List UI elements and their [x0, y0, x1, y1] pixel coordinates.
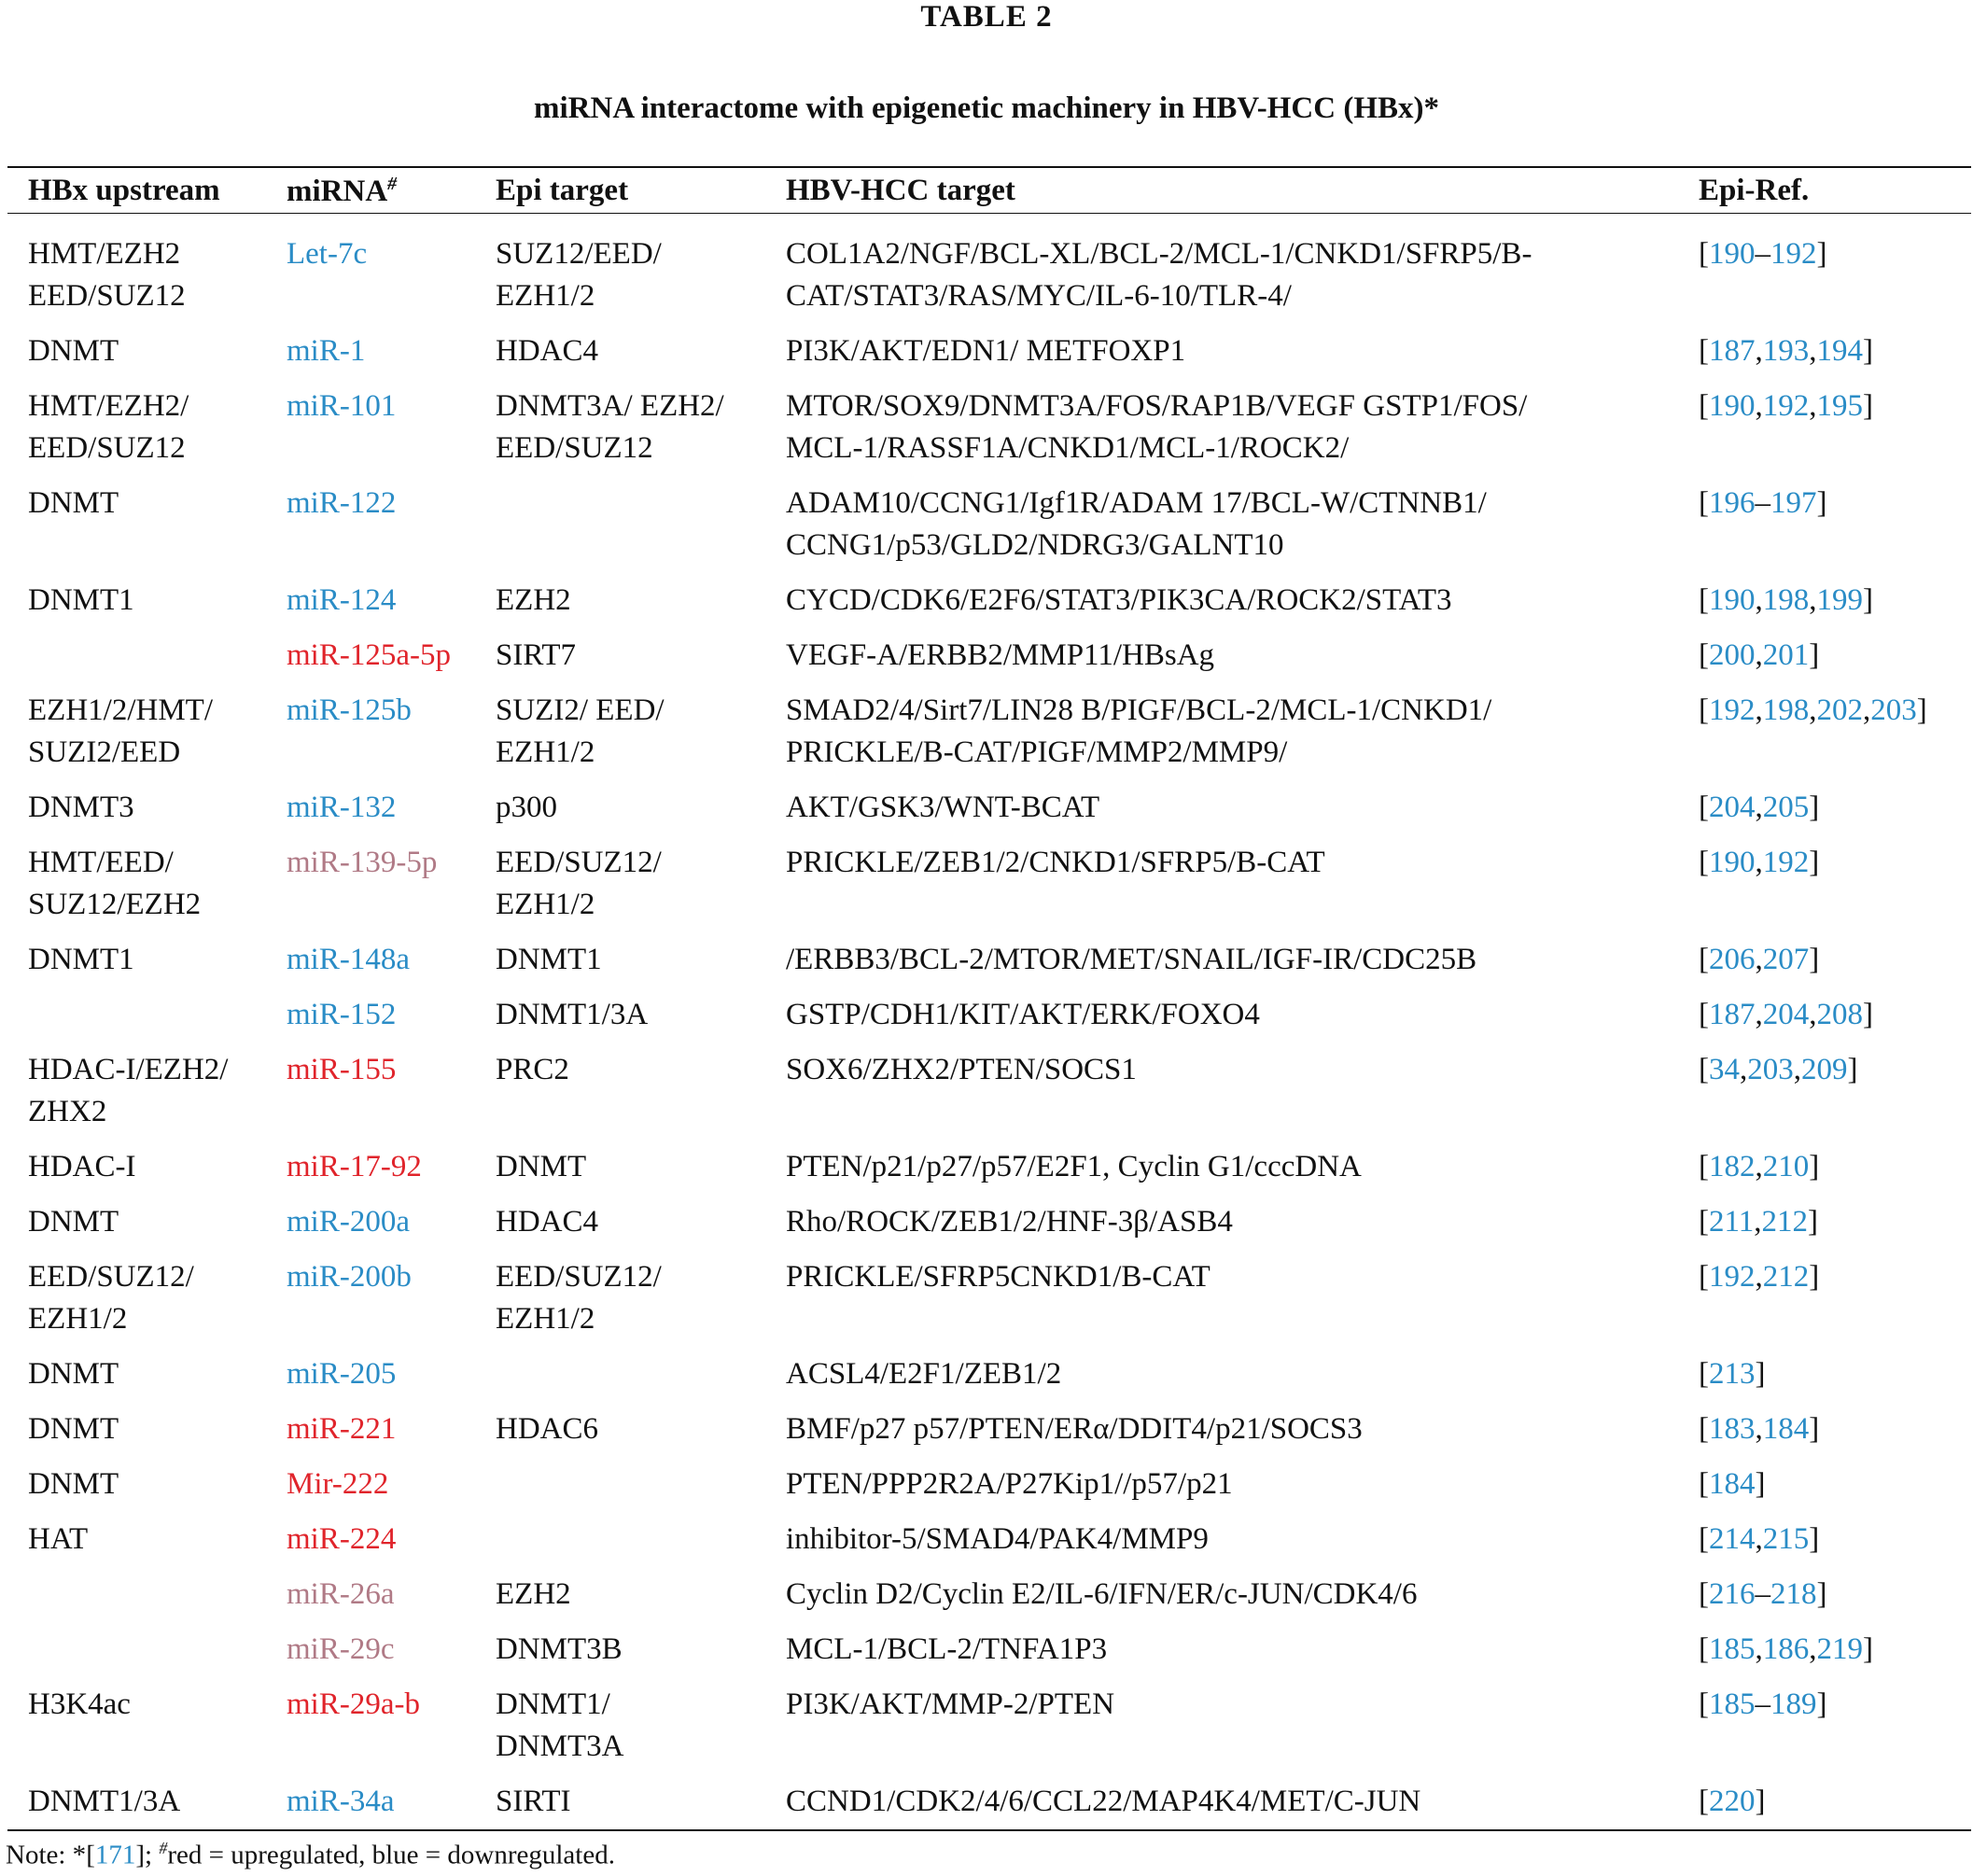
cell-hbx-upstream: DNMT1 — [28, 583, 134, 617]
ref-separator: , — [1755, 1260, 1763, 1294]
cell-epi-ref: [192,198,202,203] — [1699, 693, 1927, 727]
ref-link[interactable]: 195 — [1816, 389, 1863, 423]
cell-hbx-upstream: HAT — [28, 1522, 89, 1556]
cell-hbv-hcc-target: COL1A2/NGF/BCL-XL/BCL-2/MCL-1/CNKD1/SFRP5/B- CAT/STAT3/RAS/MYC/IL-6-10/TLR-4/ — [786, 237, 1532, 313]
cell-epi-target: HDAC6 — [496, 1412, 599, 1446]
cell-epi-ref: [196–197] — [1699, 486, 1827, 520]
cell-hbx-upstream: DNMT3 — [28, 791, 134, 824]
cell-epi-ref: [185,186,219] — [1699, 1632, 1873, 1666]
table-row — [0, 690, 1973, 787]
cell-mirna: miR-224 — [287, 1522, 397, 1556]
table-row — [0, 635, 1973, 690]
cell-hbv-hcc-target: PRICKLE/SFRP5CNKD1/B-CAT — [786, 1260, 1210, 1294]
cell-hbx-upstream: DNMT — [28, 1412, 119, 1446]
cell-hbv-hcc-target: VEGF-A/ERBB2/MMP11/HBsAg — [786, 638, 1215, 672]
cell-epi-target: PRC2 — [496, 1053, 569, 1086]
table-row — [0, 1408, 1973, 1463]
ref-link[interactable]: 183 — [1709, 1412, 1756, 1446]
ref-link[interactable]: 184 — [1709, 1467, 1756, 1501]
ref-link[interactable]: 212 — [1761, 1205, 1809, 1239]
table-row — [0, 1146, 1973, 1201]
cell-epi-ref: [190,198,199] — [1699, 583, 1873, 617]
table-row — [0, 994, 1973, 1049]
ref-link[interactable]: 190 — [1709, 583, 1756, 617]
cell-hbv-hcc-target: MCL-1/BCL-2/TNFA1P3 — [786, 1632, 1108, 1666]
cell-hbx-upstream: DNMT — [28, 1357, 119, 1391]
cell-epi-ref: [214,215] — [1699, 1522, 1820, 1556]
cell-epi-target: EED/SUZ12/ EZH1/2 — [496, 846, 662, 921]
cell-hbx-upstream: EED/SUZ12/ EZH1/2 — [28, 1260, 194, 1336]
cell-mirna: miR-29c — [287, 1632, 395, 1666]
ref-separator: , — [1755, 998, 1763, 1031]
cell-epi-target: DNMT1/3A — [496, 998, 649, 1031]
ref-separator: , — [1755, 693, 1763, 727]
cell-epi-ref: [187,204,208] — [1699, 998, 1873, 1031]
cell-hbv-hcc-target: PRICKLE/ZEB1/2/CNKD1/SFRP5/B-CAT — [786, 846, 1325, 879]
cell-epi-ref: [34,203,209] — [1699, 1053, 1858, 1086]
cell-mirna: miR-200b — [287, 1260, 412, 1294]
ref-link[interactable]: 185 — [1709, 1632, 1756, 1666]
cell-epi-target: DNMT3B — [496, 1632, 623, 1666]
ref-link[interactable]: 192 — [1770, 237, 1817, 271]
table-row — [0, 1353, 1973, 1408]
ref-link[interactable]: 218 — [1770, 1577, 1817, 1611]
cell-hbv-hcc-target: AKT/GSK3/WNT-BCAT — [786, 791, 1100, 824]
cell-mirna: miR-101 — [287, 389, 397, 423]
cell-hbv-hcc-target: SOX6/ZHX2/PTEN/SOCS1 — [786, 1053, 1137, 1086]
cell-mirna: miR-26a — [287, 1577, 395, 1611]
ref-link[interactable]: 208 — [1816, 998, 1863, 1031]
ref-separator: , — [1755, 1150, 1763, 1183]
ref-link[interactable]: 205 — [1762, 791, 1810, 824]
ref-link[interactable]: 209 — [1801, 1053, 1848, 1086]
cell-mirna: miR-205 — [287, 1357, 397, 1391]
ref-link[interactable]: 219 — [1816, 1632, 1863, 1666]
ref-link[interactable]: 192 — [1709, 693, 1756, 727]
table-row — [0, 1629, 1973, 1684]
ref-link[interactable]: 187 — [1709, 998, 1756, 1031]
ref-link[interactable]: 214 — [1709, 1522, 1756, 1556]
cell-epi-ref: [183,184] — [1699, 1412, 1820, 1446]
ref-separator: , — [1809, 334, 1817, 368]
ref-separator: – — [1755, 237, 1770, 271]
cell-epi-ref: [190,192] — [1699, 846, 1820, 879]
table-row — [0, 580, 1973, 635]
table-row — [0, 842, 1973, 939]
cell-epi-ref: [206,207] — [1699, 943, 1820, 976]
cell-epi-ref: [182,210] — [1699, 1150, 1820, 1183]
ref-separator: , — [1809, 693, 1817, 727]
header-hbv-hcc-target: HBV-HCC target — [786, 174, 1015, 207]
header-epi-ref: Epi-Ref. — [1699, 174, 1810, 207]
ref-separator: – — [1755, 1577, 1770, 1611]
cell-mirna: miR-221 — [287, 1412, 397, 1446]
note-ref-link[interactable]: 171 — [94, 1840, 136, 1870]
ref-separator: , — [1755, 1522, 1763, 1556]
table-row — [0, 330, 1973, 385]
cell-hbv-hcc-target: ADAM10/CCNG1/Igf1R/ADAM 17/BCL-W/CTNNB1/ CCNG1/p53/GLD2/NDRG3/GALNT10 — [786, 486, 1487, 562]
cell-mirna: Mir-222 — [287, 1467, 389, 1501]
cell-hbx-upstream: HMT/EZH2 EED/SUZ12 — [28, 237, 186, 313]
ref-separator: , — [1755, 334, 1763, 368]
cell-epi-ref: [185–189] — [1699, 1687, 1827, 1721]
table-row — [0, 1049, 1973, 1146]
table-row — [0, 1684, 1973, 1781]
ref-separator: – — [1755, 486, 1770, 520]
ref-link[interactable]: 220 — [1709, 1785, 1756, 1818]
ref-separator: – — [1755, 1687, 1770, 1721]
cell-epi-target: DNMT3A/ EZH2/ EED/SUZ12 — [496, 389, 724, 465]
cell-mirna: miR-124 — [287, 583, 397, 617]
cell-hbx-upstream: DNMT — [28, 1467, 119, 1501]
cell-hbx-upstream: DNMT — [28, 486, 119, 520]
cell-hbv-hcc-target: PTEN/p21/p27/p57/E2F1, Cyclin G1/cccDNA — [786, 1150, 1362, 1183]
cell-epi-target: p300 — [496, 791, 557, 824]
ref-link[interactable]: 216 — [1709, 1577, 1756, 1611]
note-mark: # — [159, 1839, 168, 1857]
table-body — [0, 233, 1973, 1836]
table-caption: miRNA interactome with epigenetic machinery in HBV-HCC (HBx)* — [534, 91, 1439, 125]
ref-link[interactable]: 212 — [1762, 1260, 1810, 1294]
cell-epi-target: SUZI2/ EED/ EZH1/2 — [496, 693, 665, 769]
table-note: Note: *[171]; #red = upregulated, blue = downregulated. — [6, 1839, 615, 1870]
table-header-rule — [7, 213, 1971, 214]
cell-hbv-hcc-target: CCND1/CDK2/4/6/CCL22/MAP4K4/MET/C-JUN — [786, 1785, 1421, 1818]
cell-epi-target: DNMT1 — [496, 943, 602, 976]
cell-epi-ref: [192,212] — [1699, 1260, 1820, 1294]
cell-mirna: miR-34a — [287, 1785, 395, 1818]
cell-hbv-hcc-target: BMF/p27 p57/PTEN/ERα/DDIT4/p21/SOCS3 — [786, 1412, 1363, 1446]
ref-link[interactable]: 202 — [1816, 693, 1863, 727]
cell-mirna: miR-125a-5p — [287, 638, 451, 672]
ref-separator: , — [1809, 389, 1817, 423]
table-row — [0, 1463, 1973, 1519]
cell-hbv-hcc-target: Rho/ROCK/ZEB1/2/HNF-3β/ASB4 — [786, 1205, 1233, 1239]
header-mirna-text: miRNA — [287, 175, 388, 208]
cell-mirna: miR-152 — [287, 998, 397, 1031]
cell-epi-target: SIRT7 — [496, 638, 577, 672]
header-mirna-mark: # — [387, 174, 398, 194]
table-label: TABLE 2 — [920, 0, 1053, 34]
note-text: red = upregulated, blue = downregulated. — [167, 1840, 615, 1870]
cell-mirna: miR-125b — [287, 693, 412, 727]
header-epi-target: Epi target — [496, 174, 629, 207]
cell-epi-ref: [190–192] — [1699, 237, 1827, 271]
cell-hbv-hcc-target: PTEN/PPP2R2A/P27Kip1//p57/p21 — [786, 1467, 1233, 1501]
cell-epi-target: SIRTI — [496, 1785, 571, 1818]
cell-epi-ref: [220] — [1699, 1785, 1766, 1818]
cell-hbx-upstream: HMT/EED/ SUZ12/EZH2 — [28, 846, 202, 921]
cell-hbv-hcc-target: PI3K/AKT/MMP-2/PTEN — [786, 1687, 1115, 1721]
table-row — [0, 483, 1973, 580]
cell-mirna: miR-139-5p — [287, 846, 438, 879]
cell-hbx-upstream: H3K4ac — [28, 1687, 131, 1721]
ref-separator: , — [1755, 1412, 1763, 1446]
ref-link[interactable]: 192 — [1762, 846, 1810, 879]
ref-separator: , — [1755, 846, 1763, 879]
cell-epi-ref: [200,201] — [1699, 638, 1820, 672]
ref-separator: , — [1793, 1053, 1801, 1086]
table-row — [0, 1256, 1973, 1353]
ref-link[interactable]: 182 — [1709, 1150, 1756, 1183]
cell-hbv-hcc-target: /ERBB3/BCL-2/MTOR/MET/SNAIL/IGF-IR/CDC25B — [786, 943, 1477, 976]
ref-link[interactable]: 198 — [1762, 693, 1810, 727]
cell-epi-ref: [184] — [1699, 1467, 1766, 1501]
ref-link[interactable]: 198 — [1762, 583, 1810, 617]
table-row — [0, 1519, 1973, 1574]
cell-mirna: miR-1 — [287, 334, 366, 368]
ref-link[interactable]: 197 — [1770, 486, 1817, 520]
ref-link[interactable]: 211 — [1709, 1205, 1755, 1239]
ref-link[interactable]: 190 — [1709, 846, 1756, 879]
cell-epi-target: HDAC4 — [496, 334, 599, 368]
cell-hbv-hcc-target: inhibitor-5/SMAD4/PAK4/MMP9 — [786, 1522, 1209, 1556]
table-row — [0, 787, 1973, 842]
ref-separator: , — [1863, 693, 1871, 727]
cell-hbv-hcc-target: MTOR/SOX9/DNMT3A/FOS/RAP1B/VEGF GSTP1/FOS/ MCL-1/RASSF1A/CNKD1/MCL-1/ROCK2/ — [786, 389, 1528, 465]
cell-epi-ref: [204,205] — [1699, 791, 1820, 824]
header-mirna — [287, 174, 397, 209]
ref-link[interactable]: 196 — [1709, 486, 1756, 520]
cell-hbx-upstream: DNMT — [28, 1205, 119, 1239]
ref-link[interactable]: 34 — [1709, 1053, 1740, 1086]
ref-link[interactable]: 190 — [1709, 237, 1756, 271]
cell-epi-ref: [211,212] — [1699, 1205, 1819, 1239]
ref-link[interactable]: 206 — [1709, 943, 1756, 976]
table-top-rule — [7, 166, 1971, 168]
ref-link[interactable]: 184 — [1762, 1412, 1810, 1446]
cell-epi-target: DNMT — [496, 1150, 587, 1183]
cell-epi-target: SUZ12/EED/ EZH1/2 — [496, 237, 662, 313]
ref-separator: , — [1754, 1205, 1762, 1239]
ref-separator: , — [1755, 638, 1763, 672]
ref-link[interactable]: 203 — [1747, 1053, 1794, 1086]
cell-hbx-upstream: HMT/EZH2/ EED/SUZ12 — [28, 389, 189, 465]
ref-separator: , — [1755, 1632, 1763, 1666]
cell-hbv-hcc-target: CYCD/CDK6/E2F6/STAT3/PIK3CA/ROCK2/STAT3 — [786, 583, 1452, 617]
cell-epi-target: EZH2 — [496, 1577, 571, 1611]
ref-separator: , — [1755, 583, 1763, 617]
ref-link[interactable]: 204 — [1709, 791, 1756, 824]
cell-hbx-upstream: HDAC-I/EZH2/ ZHX2 — [28, 1053, 229, 1128]
cell-hbx-upstream: EZH1/2/HMT/ SUZI2/EED — [28, 693, 213, 769]
table-row — [0, 233, 1973, 330]
table-row — [0, 1201, 1973, 1256]
ref-separator: , — [1755, 389, 1763, 423]
ref-link[interactable]: 213 — [1709, 1357, 1756, 1391]
ref-link[interactable]: 199 — [1816, 583, 1863, 617]
ref-link[interactable]: 189 — [1770, 1687, 1817, 1721]
cell-hbv-hcc-target: ACSL4/E2F1/ZEB1/2 — [786, 1357, 1062, 1391]
note-prefix: Note: * — [6, 1840, 87, 1870]
cell-epi-target: EED/SUZ12/ EZH1/2 — [496, 1260, 662, 1336]
ref-link[interactable]: 194 — [1816, 334, 1863, 368]
ref-link[interactable]: 190 — [1709, 389, 1756, 423]
ref-link[interactable]: 193 — [1762, 334, 1810, 368]
table-row — [0, 385, 1973, 483]
ref-separator: , — [1809, 1632, 1817, 1666]
table-row — [0, 1781, 1973, 1836]
ref-link[interactable]: 186 — [1762, 1632, 1810, 1666]
cell-epi-ref: [187,193,194] — [1699, 334, 1873, 368]
ref-link[interactable]: 207 — [1762, 943, 1810, 976]
ref-link[interactable]: 203 — [1870, 693, 1917, 727]
cell-hbx-upstream: DNMT — [28, 334, 119, 368]
table-row — [0, 939, 1973, 994]
cell-hbv-hcc-target: Cyclin D2/Cyclin E2/IL-6/IFN/ER/c-JUN/CDK4/6 — [786, 1577, 1418, 1611]
cell-mirna: miR-17-92 — [287, 1150, 422, 1183]
cell-epi-ref: [216–218] — [1699, 1577, 1827, 1611]
cell-hbv-hcc-target: SMAD2/4/Sirt7/LIN28 B/PIGF/BCL-2/MCL-1/CNKD1/ PRICKLE/B-CAT/PIGF/MMP2/MMP9/ — [786, 693, 1492, 769]
ref-link[interactable]: 192 — [1709, 1260, 1756, 1294]
ref-separator: , — [1755, 943, 1763, 976]
ref-separator: , — [1809, 998, 1817, 1031]
ref-link[interactable]: 200 — [1709, 638, 1756, 672]
cell-hbv-hcc-target: PI3K/AKT/EDN1/ METFOXP1 — [786, 334, 1186, 368]
ref-separator: , — [1755, 791, 1763, 824]
table-bottom-rule — [7, 1829, 1971, 1831]
ref-link[interactable]: 187 — [1709, 334, 1756, 368]
table-row — [0, 1574, 1973, 1629]
cell-hbx-upstream: DNMT1/3A — [28, 1785, 181, 1818]
cell-hbx-upstream: HDAC-I — [28, 1150, 136, 1183]
cell-epi-target: DNMT1/ DNMT3A — [496, 1687, 624, 1763]
cell-epi-ref: [213] — [1699, 1357, 1766, 1391]
ref-link[interactable]: 204 — [1762, 998, 1810, 1031]
ref-link[interactable]: 192 — [1762, 389, 1810, 423]
cell-hbx-upstream: DNMT1 — [28, 943, 134, 976]
cell-epi-target: HDAC4 — [496, 1205, 599, 1239]
cell-mirna: miR-155 — [287, 1053, 397, 1086]
cell-mirna: Let-7c — [287, 237, 368, 271]
cell-mirna: miR-132 — [287, 791, 397, 824]
ref-separator: , — [1740, 1053, 1748, 1086]
ref-link[interactable]: 201 — [1762, 638, 1810, 672]
cell-mirna: miR-200a — [287, 1205, 410, 1239]
cell-epi-ref: [190,192,195] — [1699, 389, 1873, 423]
cell-hbv-hcc-target: GSTP/CDH1/KIT/AKT/ERK/FOXO4 — [786, 998, 1260, 1031]
ref-link[interactable]: 210 — [1762, 1150, 1810, 1183]
ref-link[interactable]: 185 — [1709, 1687, 1756, 1721]
cell-mirna: miR-29a-b — [287, 1687, 420, 1721]
cell-mirna: miR-148a — [287, 943, 410, 976]
ref-separator: , — [1809, 583, 1817, 617]
cell-mirna: miR-122 — [287, 486, 397, 520]
cell-epi-target: EZH2 — [496, 583, 571, 617]
header-hbx-upstream: HBx upstream — [28, 174, 220, 207]
ref-link[interactable]: 215 — [1762, 1522, 1810, 1556]
